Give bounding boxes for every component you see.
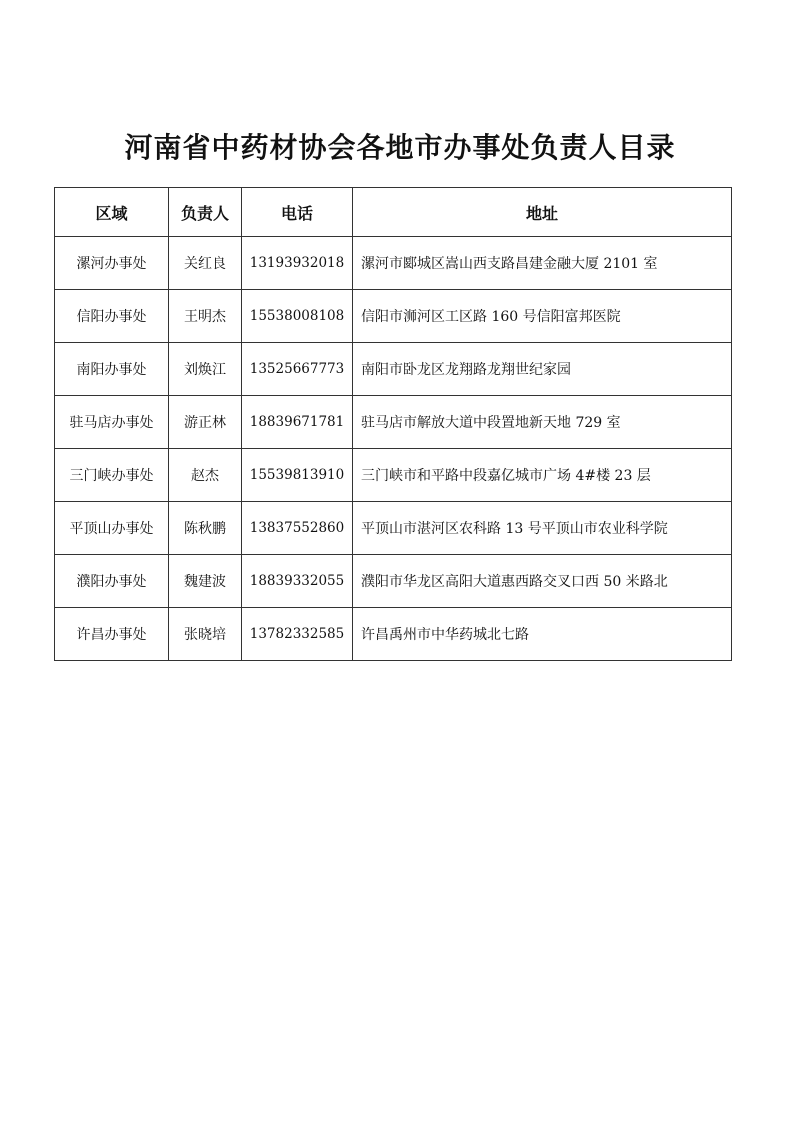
cell-person: 游正林 (169, 396, 242, 449)
table-row (55, 290, 732, 343)
cell-address: 漯河市郾城区嵩山西支路昌建金融大厦 2101 室 (353, 237, 732, 290)
cell-region: 许昌办事处 (55, 608, 169, 661)
cell-phone: 13837552860 (242, 502, 353, 555)
table-row (55, 449, 732, 502)
cell-region: 平顶山办事处 (55, 502, 169, 555)
page-title: 河南省中药材协会各地市办事处负责人目录 (124, 131, 676, 164)
header-person: 负责人 (169, 188, 242, 237)
cell-person: 王明杰 (169, 290, 242, 343)
cell-phone: 18839332055 (242, 555, 353, 608)
cell-address: 信阳市浉河区工区路 160 号信阳富邦医院 (353, 290, 732, 343)
cell-address: 驻马店市解放大道中段置地新天地 729 室 (353, 396, 732, 449)
cell-phone: 13782332585 (242, 608, 353, 661)
cell-phone: 15539813910 (242, 449, 353, 502)
cell-person: 关红良 (169, 237, 242, 290)
cell-person: 赵杰 (169, 449, 242, 502)
table-row (55, 555, 732, 608)
cell-phone: 13193932018 (242, 237, 353, 290)
cell-person: 魏建波 (169, 555, 242, 608)
table-row (55, 237, 732, 290)
cell-region: 濮阳办事处 (55, 555, 169, 608)
cell-phone: 18839671781 (242, 396, 353, 449)
cell-region: 驻马店办事处 (55, 396, 169, 449)
header-phone: 电话 (242, 188, 353, 237)
cell-person: 刘焕江 (169, 343, 242, 396)
cell-address: 三门峡市和平路中段嘉亿城市广场 4#楼 23 层 (353, 449, 732, 502)
table-row (55, 502, 732, 555)
office-directory-table (54, 187, 732, 661)
header-address: 地址 (353, 188, 732, 237)
cell-address: 平顶山市湛河区农科路 13 号平顶山市农业科学院 (353, 502, 732, 555)
table-row (55, 343, 732, 396)
table-row (55, 396, 732, 449)
cell-phone: 15538008108 (242, 290, 353, 343)
table-row (55, 608, 732, 661)
table-header-row (55, 188, 732, 237)
cell-address: 许昌禹州市中华药城北七路 (353, 608, 732, 661)
cell-person: 张晓培 (169, 608, 242, 661)
cell-address: 南阳市卧龙区龙翔路龙翔世纪家园 (353, 343, 732, 396)
cell-region: 南阳办事处 (55, 343, 169, 396)
cell-region: 三门峡办事处 (55, 449, 169, 502)
cell-person: 陈秋鹏 (169, 502, 242, 555)
cell-phone: 13525667773 (242, 343, 353, 396)
header-region: 区域 (55, 188, 169, 237)
cell-region: 漯河办事处 (55, 237, 169, 290)
cell-address: 濮阳市华龙区高阳大道惠西路交叉口西 50 米路北 (353, 555, 732, 608)
cell-region: 信阳办事处 (55, 290, 169, 343)
